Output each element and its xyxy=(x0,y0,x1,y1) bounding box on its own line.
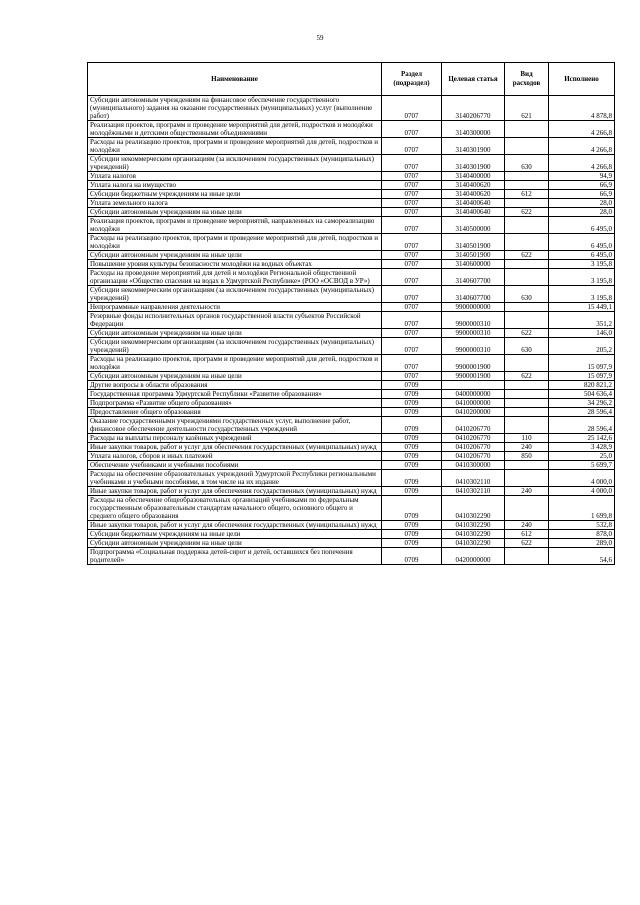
table-row xyxy=(88,96,615,121)
cell-type: 630 xyxy=(505,338,549,355)
cell-target: 3140501900 xyxy=(442,251,505,260)
table-row xyxy=(88,155,615,172)
cell-target: 3140400640 xyxy=(442,208,505,217)
cell-name: Субсидии автономным учреждениям на иные цели xyxy=(88,251,382,260)
cell-section: 0707 xyxy=(382,172,442,181)
table-row xyxy=(88,260,615,269)
cell-type xyxy=(505,408,549,417)
cell-name: Уплата земельного налога xyxy=(88,199,382,208)
cell-section: 0707 xyxy=(382,217,442,234)
cell-type xyxy=(505,461,549,470)
cell-amount: 4 266,8 xyxy=(549,121,615,138)
cell-target: 0400000000 xyxy=(442,390,505,399)
cell-name: Непрограммные направления деятельности xyxy=(88,303,382,312)
cell-name: Иные закупки товаров, работ и услуг для обеспечения государственных (муниципальных) нужд xyxy=(88,487,382,496)
table-row xyxy=(88,487,615,496)
cell-section: 0707 xyxy=(382,181,442,190)
cell-target: 9900000000 xyxy=(442,303,505,312)
cell-name: Субсидии автономным учреждениям на иные цели xyxy=(88,539,382,548)
table-row xyxy=(88,121,615,138)
table-row xyxy=(88,329,615,338)
cell-amount: 28 596,4 xyxy=(549,417,615,434)
cell-amount: 66,9 xyxy=(549,181,615,190)
cell-section: 0709 xyxy=(382,461,442,470)
page-number: 59 xyxy=(316,34,324,42)
cell-type xyxy=(505,390,549,399)
header-section: Раздел (подраздел) xyxy=(382,63,442,96)
cell-section: 0707 xyxy=(382,372,442,381)
cell-name: Реализация проектов, программ и проведение мероприятий, направленных на самореализацию молодёжи xyxy=(88,217,382,234)
cell-name: Уплата налога на имущество xyxy=(88,181,382,190)
table-row xyxy=(88,208,615,217)
cell-name: Субсидии автономным учреждениям на иные цели xyxy=(88,208,382,217)
cell-section: 0707 xyxy=(382,208,442,217)
budget-table xyxy=(87,62,615,565)
cell-section: 0707 xyxy=(382,329,442,338)
cell-target: 0410302290 xyxy=(442,521,505,530)
cell-amount: 351,2 xyxy=(549,312,615,329)
cell-target: 3140607700 xyxy=(442,269,505,286)
cell-type: 622 xyxy=(505,208,549,217)
table-row xyxy=(88,548,615,565)
cell-type xyxy=(505,260,549,269)
cell-name: Субсидии автономным учреждениям на иные цели xyxy=(88,329,382,338)
cell-target: 3140300000 xyxy=(442,121,505,138)
cell-name: Предоставление общего образования xyxy=(88,408,382,417)
cell-name: Реализация проектов, программ и проведение мероприятий для детей, подростков и молодёжи молодёжными и детскими общественными объединениями xyxy=(88,121,382,138)
cell-target: 3140400620 xyxy=(442,190,505,199)
cell-name: Субсидии автономным учреждениям на финансовое обеспечение государственного (муниципального) задания на оказание государственных (муниципальных) услуг (выполнение работ) xyxy=(88,96,382,121)
header-target: Целевая статья xyxy=(442,63,505,96)
cell-type xyxy=(505,470,549,487)
cell-type: 622 xyxy=(505,539,549,548)
cell-type xyxy=(505,312,549,329)
cell-name: Подпрограмма «Социальная поддержка детей-сирот и детей, оставшихся без попечения родителей» xyxy=(88,548,382,565)
cell-target: 9900000310 xyxy=(442,329,505,338)
cell-name: Расходы на обеспечение образовательных учреждений Удмуртской Республики региональными учебниками и учебными пособиями, в том числе на их издание xyxy=(88,470,382,487)
cell-type xyxy=(505,399,549,408)
cell-section: 0709 xyxy=(382,381,442,390)
cell-amount: 25 142,6 xyxy=(549,434,615,443)
cell-amount: 15 449,1 xyxy=(549,303,615,312)
cell-amount: 878,0 xyxy=(549,530,615,539)
cell-section: 0709 xyxy=(382,487,442,496)
cell-name: Иные закупки товаров, работ и услуг для обеспечения государственных (муниципальных) нужд xyxy=(88,443,382,452)
cell-target: 3140301900 xyxy=(442,138,505,155)
cell-name: Уплата налогов xyxy=(88,172,382,181)
cell-name: Расходы на реализацию проектов, программ и проведение мероприятий для детей, подростков и молодёжи xyxy=(88,138,382,155)
cell-target: 0410000000 xyxy=(442,399,505,408)
cell-section: 0707 xyxy=(382,355,442,372)
cell-name: Субсидии бюджетным учреждениям на иные цели xyxy=(88,190,382,199)
table-row xyxy=(88,496,615,521)
cell-section: 0707 xyxy=(382,199,442,208)
cell-name: Расходы на реализацию проектов, программ и проведение мероприятий для детей, подростков и молодёжи xyxy=(88,355,382,372)
table-header-row xyxy=(88,63,615,96)
table-row xyxy=(88,530,615,539)
cell-type xyxy=(505,381,549,390)
cell-type: 622 xyxy=(505,251,549,260)
cell-section: 0709 xyxy=(382,434,442,443)
cell-type xyxy=(505,199,549,208)
table-row xyxy=(88,312,615,329)
cell-section: 0709 xyxy=(382,452,442,461)
cell-target: 0410206770 xyxy=(442,417,505,434)
cell-amount: 3 195,8 xyxy=(549,286,615,303)
cell-target: 0420000000 xyxy=(442,548,505,565)
cell-amount: 4 266,8 xyxy=(549,138,615,155)
cell-amount: 6 495,0 xyxy=(549,217,615,234)
cell-target: 3140600000 xyxy=(442,260,505,269)
cell-target: 3140301900 xyxy=(442,155,505,172)
cell-section: 0709 xyxy=(382,408,442,417)
cell-name: Государственная программа Удмуртской Республики «Развитие образования» xyxy=(88,390,382,399)
cell-amount: 3 428,9 xyxy=(549,443,615,452)
cell-amount: 4 878,8 xyxy=(549,96,615,121)
cell-amount: 54,6 xyxy=(549,548,615,565)
cell-amount: 15 097,9 xyxy=(549,355,615,372)
cell-type: 621 xyxy=(505,96,549,121)
cell-section: 0707 xyxy=(382,155,442,172)
cell-amount: 5 699,7 xyxy=(549,461,615,470)
cell-type: 240 xyxy=(505,487,549,496)
cell-section: 0707 xyxy=(382,251,442,260)
table-row xyxy=(88,443,615,452)
cell-type: 850 xyxy=(505,452,549,461)
table-row xyxy=(88,399,615,408)
cell-amount: 3 195,8 xyxy=(549,269,615,286)
cell-amount: 289,0 xyxy=(549,539,615,548)
cell-type: 612 xyxy=(505,190,549,199)
cell-target: 3140607700 xyxy=(442,286,505,303)
cell-name: Расходы на обеспечение общеобразовательных организаций учебниками по федеральным государственным образовательным стандартам начального общего, основного общего и среднего общего образования xyxy=(88,496,382,521)
cell-section: 0709 xyxy=(382,470,442,487)
cell-section: 0707 xyxy=(382,338,442,355)
cell-name: Субсидии некоммерческим организациям (за исключением государственных (муниципальных) учреждений) xyxy=(88,286,382,303)
cell-amount: 4 266,8 xyxy=(549,155,615,172)
cell-target: 0410302290 xyxy=(442,539,505,548)
table-row xyxy=(88,217,615,234)
cell-target: 3140500000 xyxy=(442,217,505,234)
cell-amount: 66,9 xyxy=(549,190,615,199)
table-row xyxy=(88,172,615,181)
cell-name: Субсидии некоммерческим организациям (за исключением государственных (муниципальных) учреждений) xyxy=(88,338,382,355)
cell-section: 0707 xyxy=(382,260,442,269)
cell-name: Субсидии автономным учреждениям на иные цели xyxy=(88,372,382,381)
cell-type: 110 xyxy=(505,434,549,443)
cell-section: 0707 xyxy=(382,286,442,303)
table-row xyxy=(88,355,615,372)
table-row xyxy=(88,286,615,303)
table-row xyxy=(88,199,615,208)
cell-amount: 1 699,8 xyxy=(549,496,615,521)
cell-name: Расходы на реализацию проектов, программ и проведение мероприятий для детей, подростков и молодёжи xyxy=(88,234,382,251)
cell-section: 0709 xyxy=(382,521,442,530)
cell-name: Субсидии бюджетным учреждениям на иные цели xyxy=(88,530,382,539)
cell-target: 3140400000 xyxy=(442,172,505,181)
cell-type xyxy=(505,181,549,190)
cell-type xyxy=(505,303,549,312)
cell-type xyxy=(505,172,549,181)
cell-target: 0410200000 xyxy=(442,408,505,417)
table-row xyxy=(88,138,615,155)
cell-type xyxy=(505,121,549,138)
table-row xyxy=(88,181,615,190)
cell-name: Другие вопросы в области образования xyxy=(88,381,382,390)
table-row xyxy=(88,470,615,487)
cell-type xyxy=(505,138,549,155)
cell-amount: 4 000,0 xyxy=(549,470,615,487)
cell-target: 0410302110 xyxy=(442,487,505,496)
cell-target: 3140206770 xyxy=(442,96,505,121)
table-row xyxy=(88,234,615,251)
header-name: Наименование xyxy=(88,63,382,96)
cell-amount: 28,0 xyxy=(549,199,615,208)
cell-amount: 15 097,9 xyxy=(549,372,615,381)
cell-section: 0707 xyxy=(382,234,442,251)
cell-section: 0707 xyxy=(382,96,442,121)
cell-target: 9900001900 xyxy=(442,355,505,372)
table-row xyxy=(88,269,615,286)
cell-type: 630 xyxy=(505,286,549,303)
cell-type: 240 xyxy=(505,521,549,530)
table-row xyxy=(88,381,615,390)
header-type: Вид расходов xyxy=(505,63,549,96)
table-row xyxy=(88,521,615,530)
cell-type xyxy=(505,269,549,286)
cell-name: Обеспечение учебниками и учебными пособиями xyxy=(88,461,382,470)
cell-type xyxy=(505,548,549,565)
cell-amount: 25,0 xyxy=(549,452,615,461)
cell-name: Оказание государственными учреждениями государственных услуг, выполнение работ, финансовое обеспечение деятельности государственных учреждений xyxy=(88,417,382,434)
table-row xyxy=(88,390,615,399)
table-body xyxy=(88,96,615,565)
cell-name: Уплата налогов, сборов и иных платежей xyxy=(88,452,382,461)
cell-section: 0707 xyxy=(382,269,442,286)
cell-section: 0707 xyxy=(382,312,442,329)
table-row xyxy=(88,190,615,199)
cell-amount: 532,8 xyxy=(549,521,615,530)
cell-amount: 94,9 xyxy=(549,172,615,181)
table-row xyxy=(88,338,615,355)
cell-amount: 504 636,4 xyxy=(549,390,615,399)
cell-amount: 205,2 xyxy=(549,338,615,355)
cell-type: 240 xyxy=(505,443,549,452)
cell-target: 0410300000 xyxy=(442,461,505,470)
cell-name: Расходы на проведение мероприятий для детей и молодёжи Региональной общественной организации «Общество спасения на водах в Удмуртской Республике» (РОО «ОСВОД в УР») xyxy=(88,269,382,286)
table-row xyxy=(88,372,615,381)
cell-target: 0410302290 xyxy=(442,496,505,521)
cell-type: 622 xyxy=(505,329,549,338)
cell-amount: 34 296,2 xyxy=(549,399,615,408)
cell-section: 0709 xyxy=(382,443,442,452)
table-row xyxy=(88,452,615,461)
cell-section: 0707 xyxy=(382,190,442,199)
table-row xyxy=(88,434,615,443)
cell-target: 9900000310 xyxy=(442,312,505,329)
table-row xyxy=(88,461,615,470)
table-row xyxy=(88,539,615,548)
cell-section: 0709 xyxy=(382,417,442,434)
cell-type: 630 xyxy=(505,155,549,172)
cell-amount: 6 495,0 xyxy=(549,251,615,260)
cell-section: 0707 xyxy=(382,121,442,138)
cell-amount: 820 821,2 xyxy=(549,381,615,390)
cell-amount: 3 195,8 xyxy=(549,260,615,269)
cell-name: Расходы на выплаты персоналу казённых учреждений xyxy=(88,434,382,443)
cell-type: 612 xyxy=(505,530,549,539)
cell-name: Резервные фонды исполнительных органов государственной власти субъектов Российской Федерации xyxy=(88,312,382,329)
cell-target: 3140501900 xyxy=(442,234,505,251)
cell-amount: 4 000,0 xyxy=(549,487,615,496)
table-row xyxy=(88,303,615,312)
cell-section: 0709 xyxy=(382,539,442,548)
cell-name: Подпрограмма «Развитие общего образования» xyxy=(88,399,382,408)
cell-section: 0709 xyxy=(382,399,442,408)
table-row xyxy=(88,417,615,434)
cell-amount: 28 596,4 xyxy=(549,408,615,417)
cell-amount: 28,0 xyxy=(549,208,615,217)
header-amount: Исполнено xyxy=(549,63,615,96)
cell-section: 0709 xyxy=(382,496,442,521)
cell-type xyxy=(505,217,549,234)
cell-target: 3140400620 xyxy=(442,181,505,190)
table-row xyxy=(88,408,615,417)
cell-target: 0410206770 xyxy=(442,443,505,452)
cell-target: 0410302290 xyxy=(442,530,505,539)
cell-type: 622 xyxy=(505,372,549,381)
cell-amount: 6 495,0 xyxy=(549,234,615,251)
cell-section: 0709 xyxy=(382,390,442,399)
cell-type xyxy=(505,234,549,251)
cell-section: 0707 xyxy=(382,138,442,155)
cell-name: Повышение уровня культуры безопасности молодёжи на водных объектах xyxy=(88,260,382,269)
table-row xyxy=(88,251,615,260)
cell-section: 0707 xyxy=(382,303,442,312)
cell-type xyxy=(505,355,549,372)
cell-type xyxy=(505,496,549,521)
cell-name: Субсидии некоммерческим организациям (за исключением государственных (муниципальных) учреждений) xyxy=(88,155,382,172)
cell-section: 0709 xyxy=(382,530,442,539)
cell-target: 0410302110 xyxy=(442,470,505,487)
cell-name: Иные закупки товаров, работ и услуг для обеспечения государственных (муниципальных) нужд xyxy=(88,521,382,530)
cell-target: 9900001900 xyxy=(442,372,505,381)
cell-target: 0410206770 xyxy=(442,434,505,443)
cell-target xyxy=(442,381,505,390)
cell-target: 0410206770 xyxy=(442,452,505,461)
cell-target: 3140400640 xyxy=(442,199,505,208)
cell-type xyxy=(505,417,549,434)
cell-amount: 146,0 xyxy=(549,329,615,338)
cell-section: 0709 xyxy=(382,548,442,565)
cell-target: 9900000310 xyxy=(442,338,505,355)
